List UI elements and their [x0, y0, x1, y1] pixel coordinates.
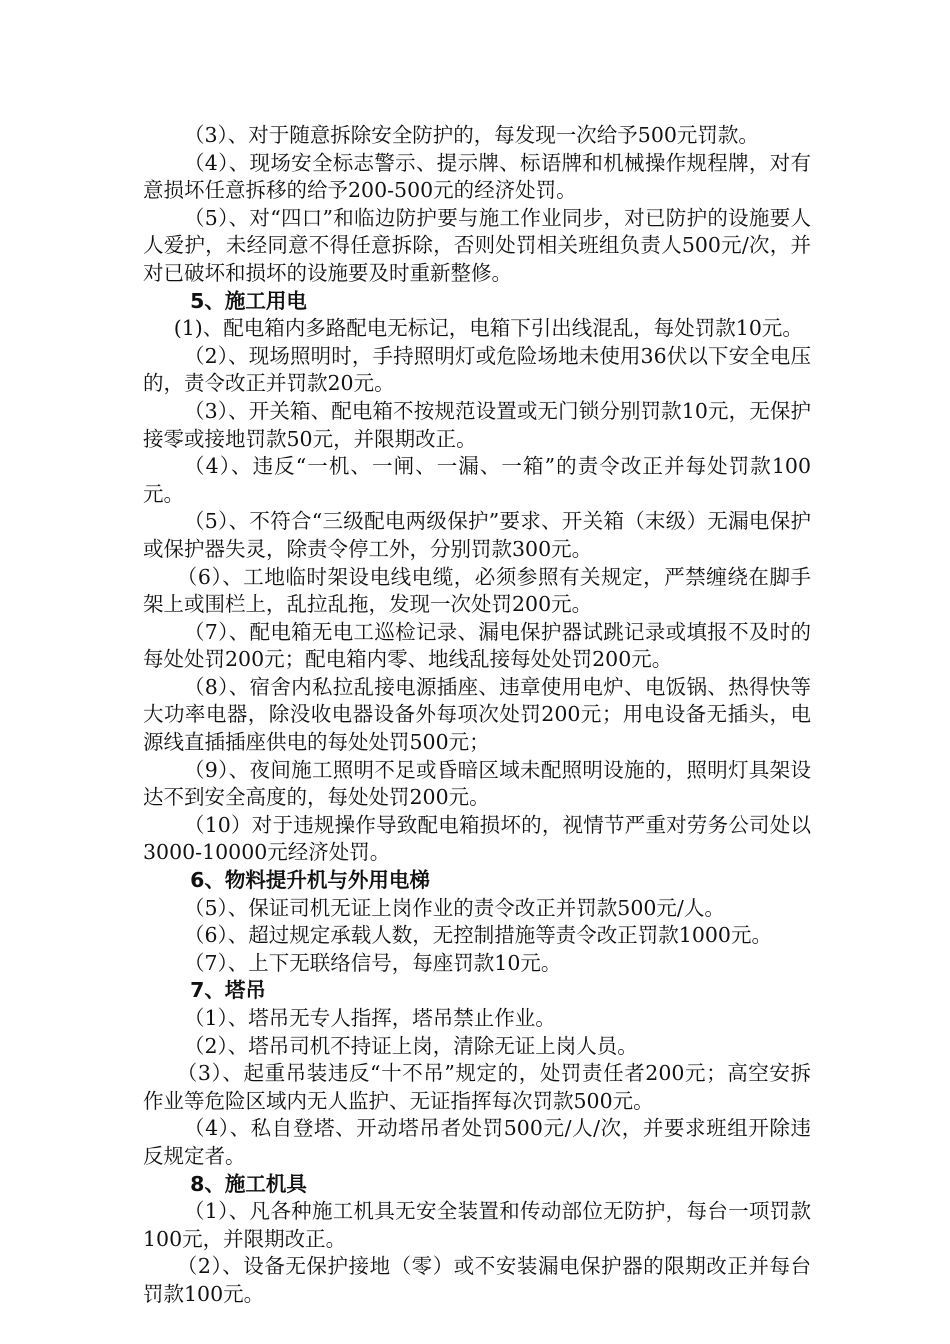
paragraph: （5）、对“四口”和临边防护要与施工作业同步，对已防护的设施要人人爱护，未经同意不得任意拆除，否则处罚相关班组负责人500元/次，并对已破坏和损坏的设施要及时重新整修。	[143, 205, 811, 285]
paragraph: （1）、塔吊无专人指挥，塔吊禁止作业。	[184, 1006, 556, 1030]
section-heading: 7、塔吊	[190, 978, 266, 1003]
paragraph: （3）、开关箱、配电箱不按规范设置或无门锁分别罚款10元，无保护接零或接地罚款50元，并限期改正。	[143, 398, 811, 451]
paragraph: （3）、对于随意拆除安全防护的，每发现一次给予500元罚款。	[184, 123, 759, 147]
section-heading: 8、施工机具	[190, 1171, 307, 1196]
paragraph: （4）、私自登塔、开动塔吊者处罚500元/人/次，并要求班组开除违反规定者。	[143, 1116, 811, 1168]
paragraph: （6）、超过规定承载人数，无控制措施等责令改正罚款1000元。	[184, 923, 772, 948]
paragraph: （4）、现场安全标志警示、提示牌、标语牌和机械操作规程牌，对有意损坏任意拆移的给予200-500元的经济处罚。	[143, 150, 811, 203]
paragraph: （3）、起重吊装违反“十不吊”规定的，处罚责任者200元；高空安拆作业等危险区域内无人监护、无证指挥每次罚款500元。	[143, 1061, 811, 1113]
paragraph: （2）、设备无保护接地（零）或不安装漏电保护器的限期改正并每台罚款100元。	[143, 1254, 811, 1306]
paragraph: （10）对于违规操作导致配电箱损坏的，视情节严重对劳务公司处以3000-10000元经济处罚。	[143, 812, 811, 865]
paragraph: （2）、现场照明时，手持照明灯或危险场地未使用36伏以下安全电压的，责令改正并罚款20元。	[143, 343, 811, 396]
paragraph: （6）、工地临时架设电线电缆，必须参照有关规定，严禁缠绕在脚手架上或围栏上，乱拉乱拖，发现一次处罚200元。	[143, 564, 811, 617]
paragraph: （5）、不符合“三级配电两级保护”要求、开关箱（末级）无漏电保护或保护器失灵，除责令停工外，分别罚款300元。	[143, 509, 811, 561]
paragraph: （8）、宿舍内私拉乱接电源插座、违章使用电炉、电饭锅、热得快等大功率电器，除没收电器设备外每项次处罚200元；用电设备无插头，电源线直插插座供电的每处处罚500元；	[143, 674, 811, 755]
paragraph: （5）、保证司机无证上岗作业的责令改正并罚款500元/人。	[184, 895, 725, 920]
paragraph: (1)、配电箱内多路配电无标记，电箱下引出线混乱，每处罚款10元。	[173, 316, 803, 341]
paragraph: （2）、塔吊司机不持证上岗，清除无证上岗人员。	[184, 1033, 638, 1058]
paragraph: （9）、夜间施工照明不足或昏暗区域未配照明设施的，照明灯具架设达不到安全高度的，每处处罚200元。	[143, 757, 811, 810]
paragraph: （1）、凡各种施工机具无安全装置和传动部位无防护，每台一项罚款100元，并限期改正。	[143, 1199, 811, 1251]
paragraph: （7）、上下无联络信号，每座罚款10元。	[184, 950, 562, 975]
section-heading: 6、物料提升机与外用电梯	[190, 868, 430, 893]
document-body	[143, 122, 811, 1309]
section-heading: 5、施工用电	[190, 288, 307, 313]
paragraph: （7）、配电箱无电工巡检记录、漏电保护器试跳记录或填报不及时的每处处罚200元；配电箱内零、地线乱接每处处罚200元。	[143, 619, 811, 672]
paragraph: （4）、违反“一机、一闸、一漏、一箱”的责令改正并每处罚款100元。	[143, 454, 811, 506]
